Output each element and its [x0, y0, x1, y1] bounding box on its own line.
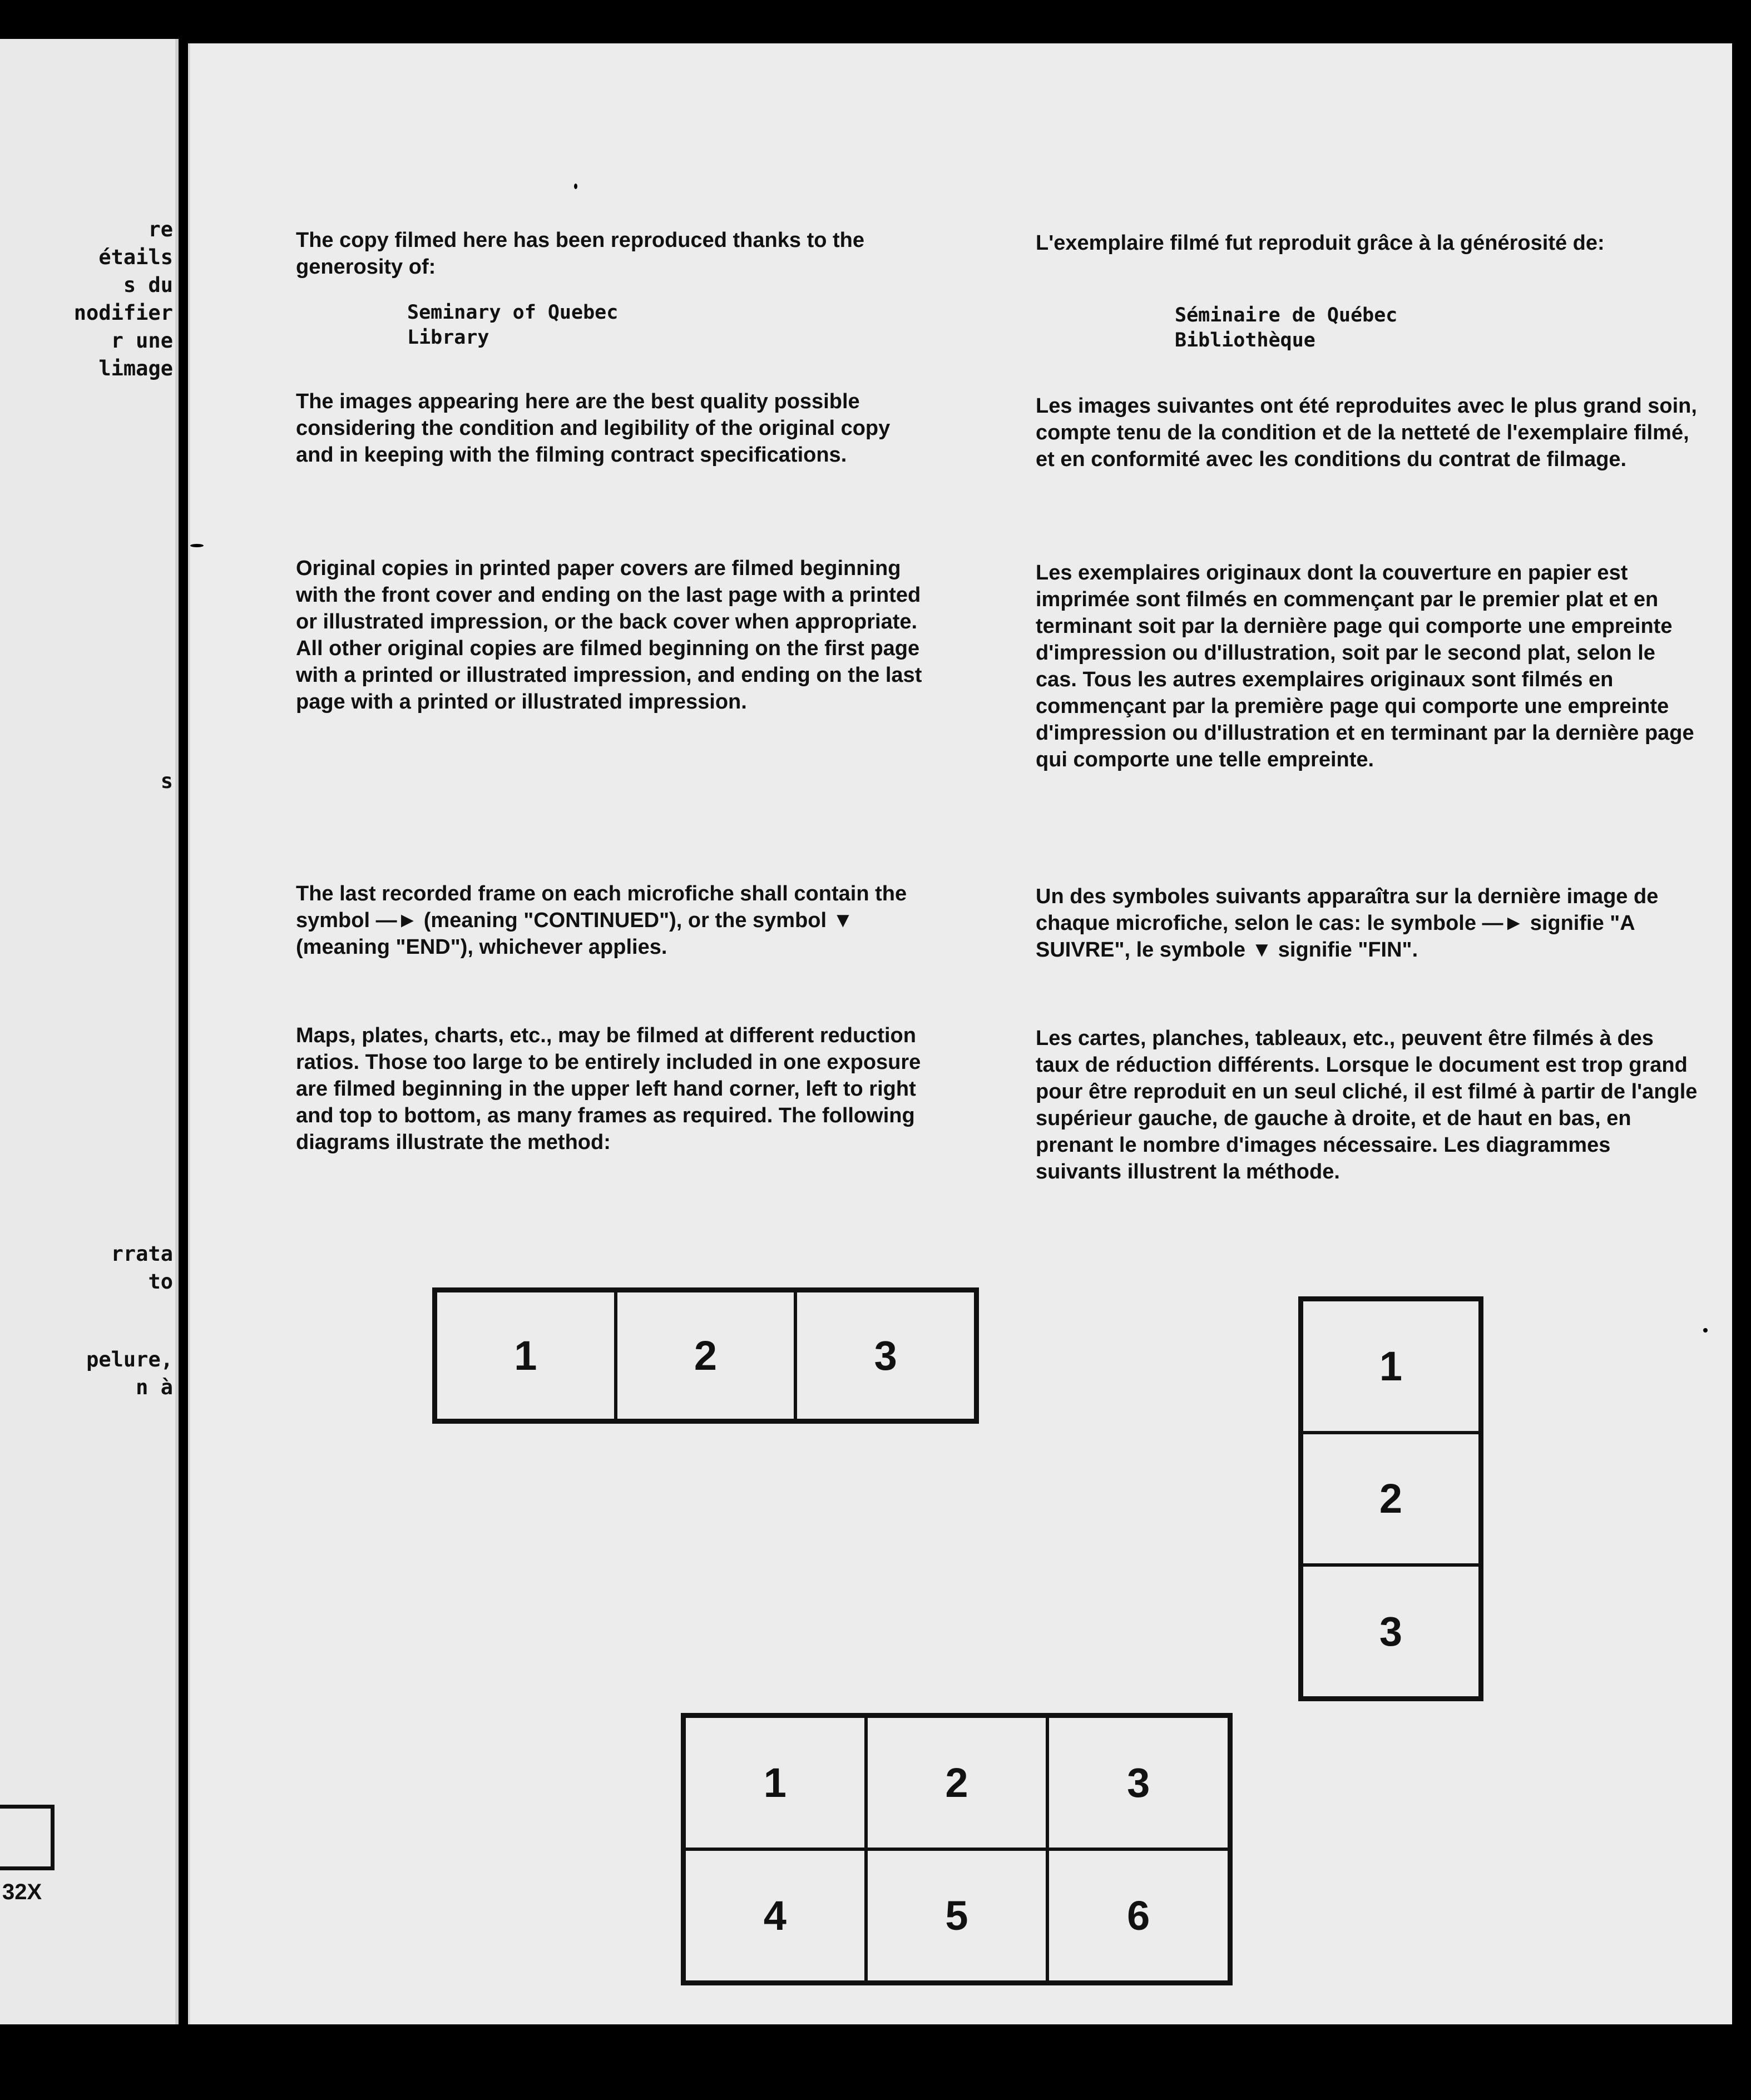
diagram-grid	[681, 1713, 1233, 1985]
frame-cell: 2	[866, 1716, 1048, 1849]
frame-cell: 5	[866, 1849, 1048, 1982]
frame-cell: 2	[616, 1291, 796, 1420]
fr-originals-text: Les exemplaires originaux dont la couverture en papier est imprimée sont filmés en commençant par le premier plat et en terminant soit par la dernière page qui comporte une empreinte d'impression ou d'illustration, soit par le second plat, selon le cas. Tous les autres exemplaires originaux sont filmés en commençant par la première page qui comporte une empreinte d'impression ou d'illustration et en terminant par la dernière page qui comporte une telle empreinte.	[1036, 561, 1694, 771]
en-originals-text: Original copies in printed paper covers are filmed beginning with the front cover and ending on the last page with a printed or illustrated impression, or the back cover when appropriate. All other original copies are filmed beginning on the first page with a printed or illustrated impression, and ending on the last page with a printed or illustrated impression.	[296, 557, 922, 714]
frame-cell: 2	[1302, 1433, 1480, 1566]
frame-cell: 4	[684, 1849, 866, 1982]
size-label: 32X	[2, 1880, 42, 1904]
fr-maps-text: Les cartes, planches, tableaux, etc., peuvent être filmés à des taux de réduction différents. Lorsque le document est trop grand pour être reproduit en un seul cliché, il est filmé à partir de l'angle supérieur gauche, de gauche à droite, et de haut en bas, en prenant le nombre d'images nécessaire. Les diagrammes suivants illustrent la méthode.	[1036, 1027, 1698, 1183]
en-institution: Seminary of Quebec Library	[407, 301, 619, 349]
frame-cell: 6	[1047, 1849, 1229, 1982]
left-text-fragment-mid: s	[160, 769, 173, 793]
fr-quality-text: Les images suivantes ont été reproduites avec le plus grand soin, compte tenu de la condition et de la netteté de l'exemplaire filmé, et en conformité avec les conditions du contrat de filmage.	[1036, 394, 1697, 471]
diagram-vertical	[1298, 1296, 1483, 1701]
left-text-fragment-low2: pelure, n à	[86, 1348, 173, 1399]
diagram-horizontal	[432, 1287, 979, 1424]
en-maps-text: Maps, plates, charts, etc., may be filmed at different reduction ratios. Those too large to be entirely included in one exposure are filmed beginning in the upper left hand corner, left to right and top to bottom, as many frames as required. The following diagrams illustrate the method:	[296, 1024, 921, 1154]
left-text-fragment-top: re étails s du nodifier r une limage	[73, 217, 173, 380]
frame-cell: 3	[795, 1291, 976, 1420]
dust-speck	[1703, 1328, 1708, 1333]
left-page-fragment	[0, 39, 179, 2024]
frame-cell: 3	[1302, 1565, 1480, 1698]
frame-cell: 1	[436, 1291, 616, 1420]
en-symbol-text: The last recorded frame on each microfiche shall contain the symbol —► (meaning "CONTINUED"), or the symbol ▼ (meaning "END"), whichever applies.	[296, 882, 907, 959]
notice-page	[188, 43, 1732, 2024]
reduction-box	[0, 1805, 55, 1870]
left-text-fragment-low: rrata to	[111, 1242, 173, 1294]
frame-cell: 1	[684, 1716, 866, 1849]
frame-cell: 3	[1047, 1716, 1229, 1849]
dust-speck	[574, 184, 577, 189]
fr-symbol-text: Un des symboles suivants apparaîtra sur la dernière image de chaque microfiche, selon le cas: le symbole —► signifie "A SUIVRE", le symbole ▼ signifie "FIN".	[1036, 885, 1659, 962]
dust-speck	[190, 544, 204, 547]
en-quality-text: The images appearing here are the best quality possible considering the condition and legibility of the original copy and in keeping with the filming contract specifications.	[296, 390, 891, 467]
frame-cell: 1	[1302, 1300, 1480, 1433]
fr-generosity-text: L'exemplaire filmé fut reproduit grâce à la générosité de:	[1036, 231, 1605, 255]
fr-institution: Séminaire de Québec Bibliothèque	[1175, 304, 1398, 351]
en-generosity-text: The copy filmed here has been reproduced thanks to the generosity of:	[296, 229, 864, 279]
